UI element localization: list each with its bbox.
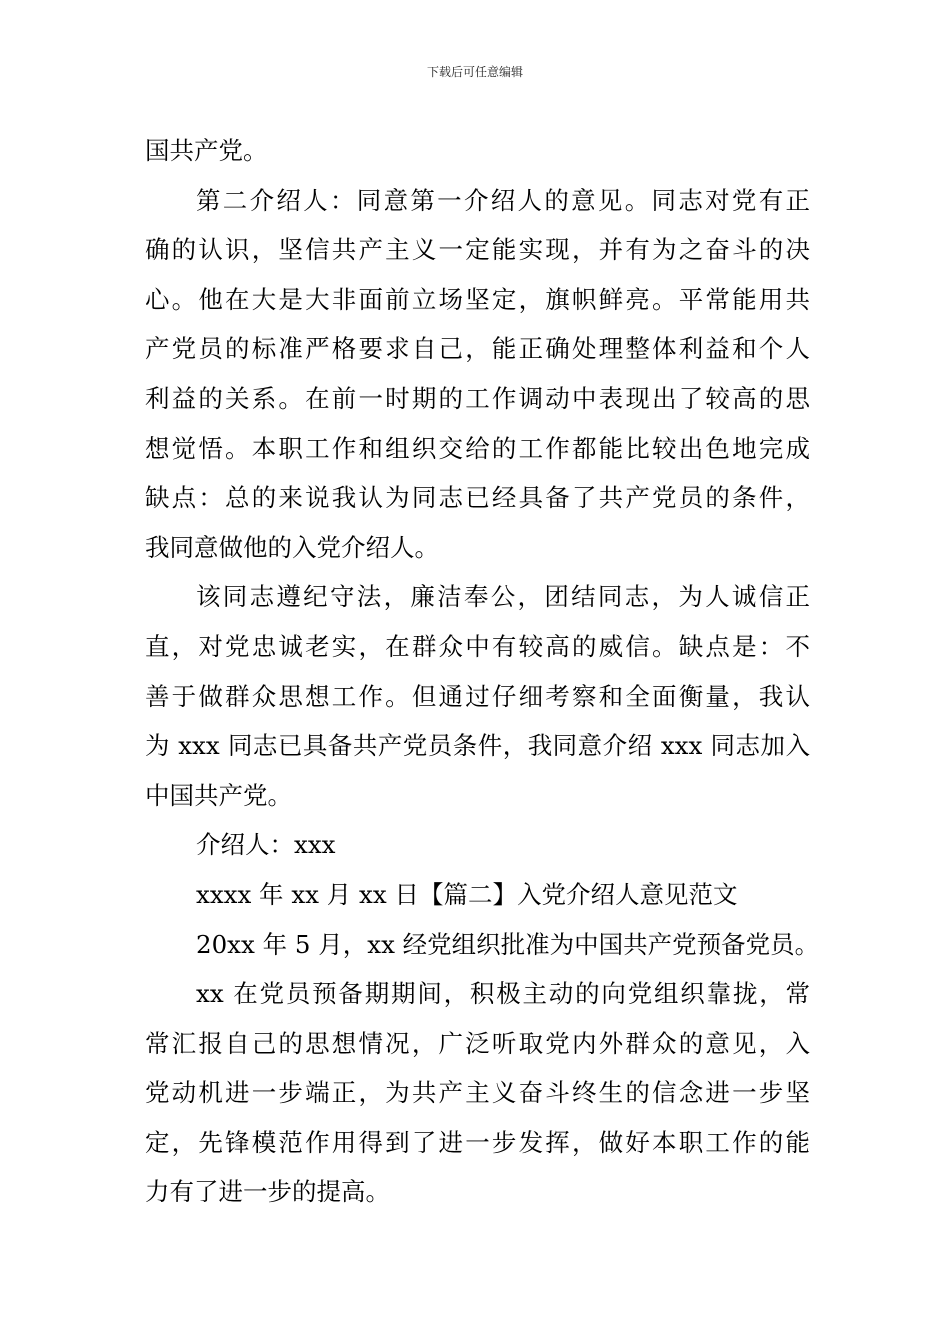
body-line: 常汇报自己的思想情况，广泛听取党内外群众的意见，入 — [145, 1028, 810, 1058]
body-line: xxxx 年 xx 月 xx 日【篇二】入党介绍人意见范文 — [196, 879, 738, 909]
body-line: 善于做群众思想工作。但通过仔细考察和全面衡量，我认 — [145, 681, 810, 711]
page-header-note: 下载后可任意编辑 — [426, 65, 523, 79]
body-line: 中国共产党。 — [145, 780, 292, 810]
body-line: 定，先锋模范作用得到了进一步发挥，做好本职工作的能 — [145, 1127, 810, 1157]
body-line: 利益的关系。在前一时期的工作调动中表现出了较高的思 — [145, 383, 810, 413]
body-line: 缺点：总的来说我认为同志已经具备了共产党员的条件， — [145, 483, 810, 513]
body-line: 介绍人：xxx — [196, 830, 336, 860]
body-line: 产党员的标准严格要求自己，能正确处理整体利益和个人 — [145, 334, 810, 364]
body-line: xx 在党员预备期期间，积极主动的向党组织靠拢，常 — [196, 979, 810, 1009]
body-line: 力有了进一步的提高。 — [145, 1177, 390, 1207]
document-body — [145, 126, 820, 1217]
body-line: 该同志遵纪守法，廉洁奉公，团结同志，为人诚信正 — [196, 582, 810, 612]
body-line: 党动机进一步端正，为共产主义奋斗终生的信念进一步坚 — [145, 1078, 810, 1108]
body-line: 确的认识，坚信共产主义一定能实现，并有为之奋斗的决 — [145, 235, 810, 265]
body-line: 国共产党。 — [145, 136, 268, 165]
body-line: 我同意做他的入党介绍人。 — [145, 532, 439, 562]
body-line: 直，对党忠诚老实，在群众中有较高的威信。缺点是：不 — [145, 631, 810, 661]
body-line: 20xx 年 5 月，xx 经党组织批准为中国共产党预备党员。 — [196, 929, 820, 959]
body-line: 为 xxx 同志已具备共产党员条件，我同意介绍 xxx 同志加入 — [145, 731, 810, 761]
body-line: 想觉悟。本职工作和组织交给的工作都能比较出色地完成 — [145, 433, 810, 463]
body-line: 第二介绍人：同意第一介绍人的意见。同志对党有正 — [196, 185, 810, 215]
body-line: 心。他在大是大非面前立场坚定，旗帜鲜亮。平常能用共 — [145, 284, 810, 314]
